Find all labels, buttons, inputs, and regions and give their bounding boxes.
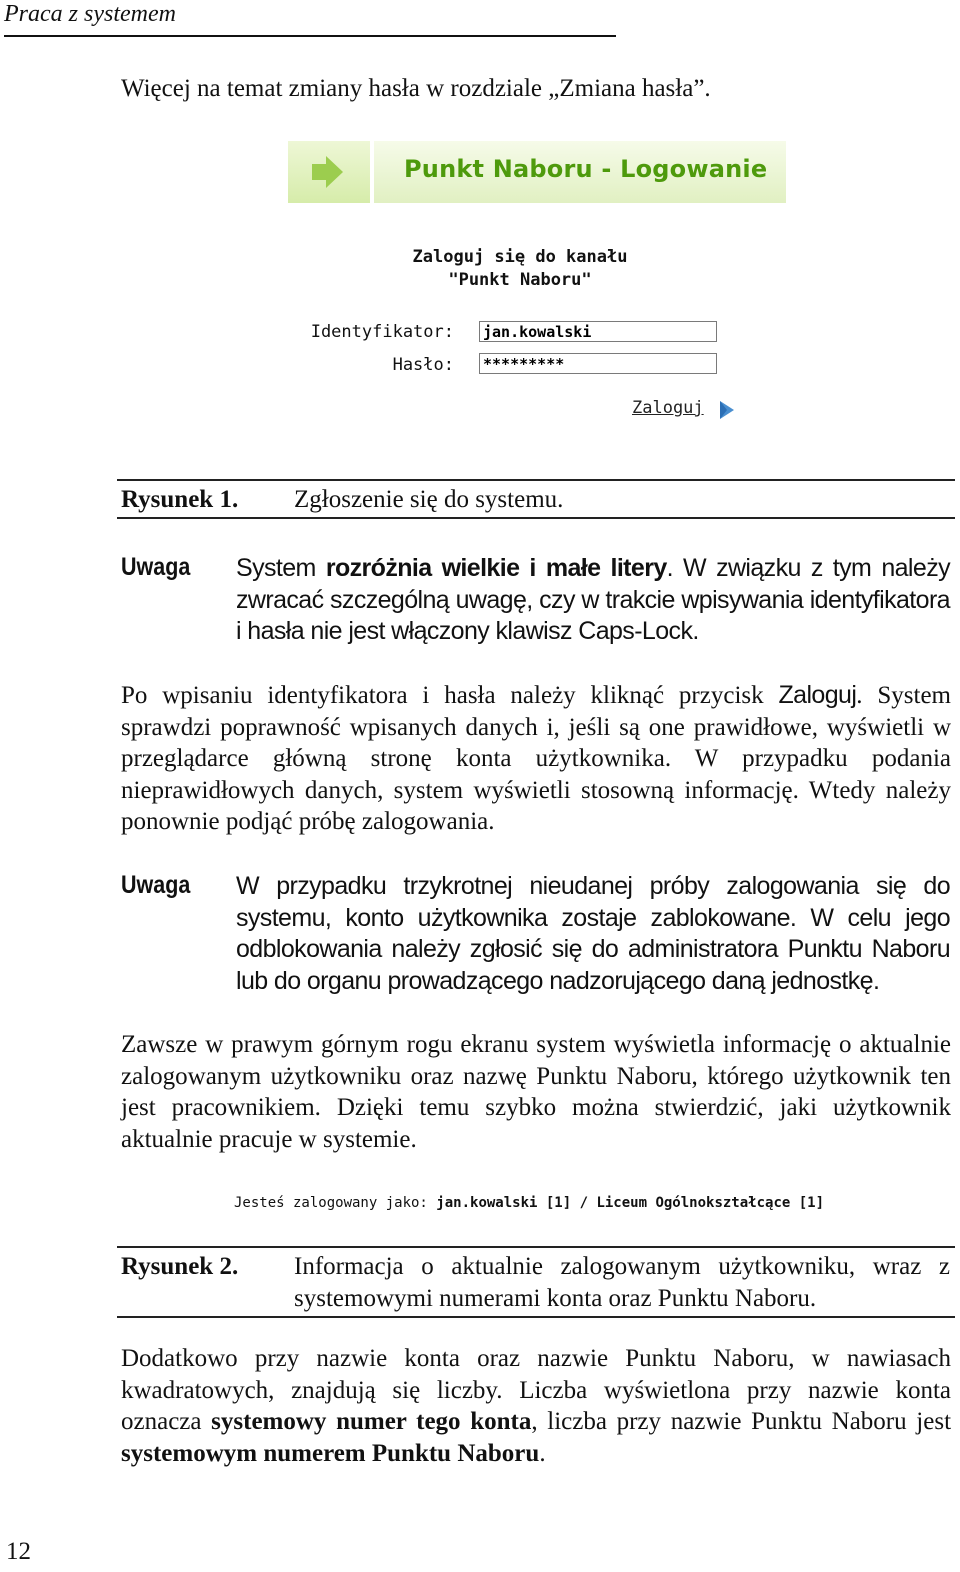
login-banner <box>288 141 786 203</box>
banner-title: Punkt Naboru - Logowanie <box>404 155 768 183</box>
logged-in-status <box>234 1192 824 1214</box>
figure1-top-rule <box>117 479 955 481</box>
note1-text-pre: System <box>236 554 326 582</box>
identifier-label: Identyfikator: <box>310 322 454 342</box>
login-heading-line2: "Punkt Naboru" <box>448 270 592 290</box>
note1-label: Uwaga <box>121 553 191 581</box>
figure2-bottom-rule <box>117 1316 955 1318</box>
play-arrow-icon[interactable] <box>717 400 737 420</box>
status-value: jan.kowalski [1] / Liceum Ogólnokształcące [1] <box>436 1195 825 1211</box>
figure1-bottom-rule <box>117 517 955 519</box>
paragraph-user-info: Zawsze w prawym górnym rogu ekranu system wyświetla informację o aktualnie zalogowanym użytkowniku oraz nazwę Punktu Naboru, którego użytkownik ten jest pracownikiem. Dzięki temu szybko można stwierdzić, jaki użytkownik aktualnie pracuje w systemie. <box>121 1031 951 1153</box>
login-link[interactable]: Zaloguj <box>632 398 704 418</box>
page-number: 12 <box>6 1538 31 1565</box>
note1-text-post: . W związku z tym należy zwracać szczególną uwagę, czy w trakcie wpisywania identyfikatora i hasła nie jest włączony klawisz Caps-Lock. <box>236 554 950 646</box>
para3-t3: . <box>539 1439 546 1467</box>
figure2-top-rule <box>117 1246 955 1248</box>
note2-text: W przypadku trzykrotnej nieudanej próby zalogowania się do systemu, konto użytkownika zostaje zablokowane. W celu jego odblokowania należy zgłosić się do administratora Punktu Naboru lub do organu prowadzącego nadzorującego daną jednostkę. <box>236 872 950 995</box>
running-header: Praca z systemem <box>4 1 176 27</box>
banner-title-box <box>374 141 786 203</box>
login-heading-line1: Zaloguj się do kanału <box>412 247 628 267</box>
figure1-caption-text: Zgłoszenie się do systemu. <box>294 486 564 513</box>
paragraph-system-numbers <box>121 1343 951 1469</box>
para3-b2: systemowym numerem Punktu Naboru <box>121 1439 540 1467</box>
para3-t1: Dodatkowo przy nazwie konta oraz nazwie Punktu Naboru, w nawiasach kwadratowych, znajdują się liczby. Liczba wyświetlona przy nazwie konta oznacza <box>121 1345 951 1436</box>
intro-paragraph: Więcej na temat zmiany hasła w rozdziale „Zmiana hasła”. <box>121 75 711 102</box>
login-heading <box>380 246 660 292</box>
note1-text-bold: rozróżnia wielkie i małe litery <box>325 554 667 582</box>
para3-t2: , liczba przy nazwie Punktu Naboru jest <box>531 1408 952 1436</box>
para1-pre: Po wpisaniu identyfikatora i hasła należy kliknąć przycisk <box>121 682 779 709</box>
status-prefix: Jesteś zalogowany jako: <box>234 1195 437 1211</box>
note2-label: Uwaga <box>121 871 191 899</box>
note1-text <box>236 553 950 648</box>
banner-arrow-box <box>288 141 370 203</box>
figure2-caption-label: Rysunek 2. <box>121 1253 239 1280</box>
para3-b1: systemowy numer tego konta <box>211 1408 532 1436</box>
figure2-caption-text: Informacja o aktualnie zalogowanym użytkowniku, wraz z systemowymi numerami konta oraz Punktu Naboru. <box>294 1253 950 1312</box>
para1-button-name: Zaloguj <box>778 681 857 709</box>
password-input[interactable]: ********* <box>479 353 717 374</box>
paragraph-login-result <box>121 680 951 838</box>
password-label: Hasło: <box>392 355 454 375</box>
arrow-right-icon <box>288 141 370 203</box>
figure1-caption-label: Rysunek 1. <box>121 486 239 513</box>
header-rule <box>4 35 616 37</box>
identifier-input[interactable]: jan.kowalski <box>479 321 717 342</box>
para1-post: . System sprawdzi poprawność wpisanych danych i, jeśli są one prawidłowe, wyświetli w przeglądarce główną stronę konta użytkownika. W przypadku podania nieprawidłowych danych, system wyświetli stosowną informację. Wtedy należy ponownie podjąć próbę zalogowania. <box>121 682 951 836</box>
